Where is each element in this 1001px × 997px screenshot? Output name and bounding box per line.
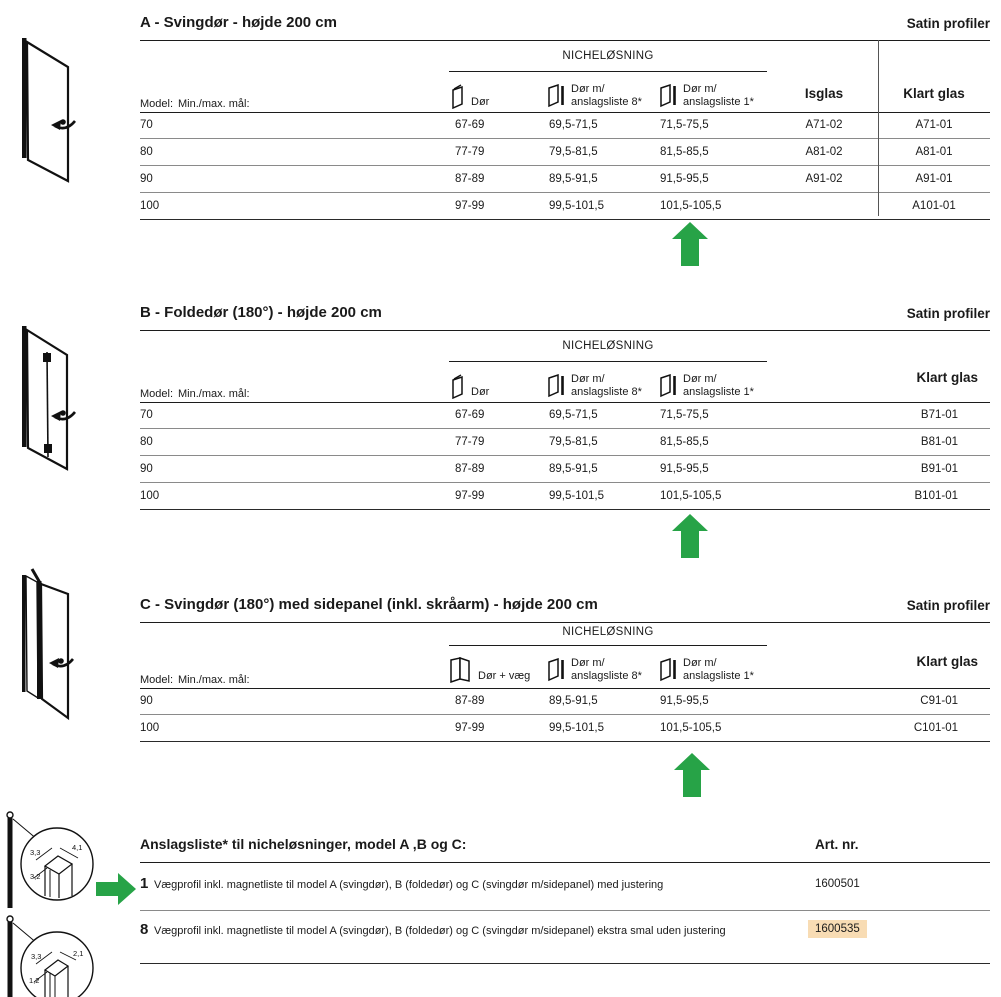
table-row <box>140 193 990 220</box>
cell-anslagsliste8: 89,5-91,5 <box>549 695 598 707</box>
column-header-door-wall <box>449 657 530 683</box>
cell-isglas-art: A71-02 <box>805 119 843 131</box>
cell-anslagsliste1: 71,5-75,5 <box>660 119 709 131</box>
cell-klartglas-art: A91-01 <box>915 173 953 185</box>
column-label: Dør m/ anslagsliste 1* <box>683 657 754 683</box>
cell-model: 80 <box>140 146 153 158</box>
column-header-anslagsliste8 <box>547 83 642 109</box>
cell-anslagsliste1: 101,5-105,5 <box>660 200 722 212</box>
artnr-header: Art. nr. <box>815 837 859 852</box>
cell-isglas-art: A91-02 <box>805 173 843 185</box>
dim-label: 3,2 <box>30 872 41 881</box>
divider <box>140 910 990 911</box>
table-row <box>140 688 990 715</box>
hinge-icon <box>43 353 51 362</box>
door-plus-wall-icon <box>449 657 473 683</box>
cell-klartglas-art: A71-01 <box>915 119 953 131</box>
column-header-anslagsliste8 <box>547 657 642 683</box>
green-up-arrow-icon <box>672 222 708 266</box>
table-title: C - Svingdør (180°) med sidepanel (inkl. skråarm) - højde 200 cm <box>140 596 598 613</box>
cell-anslagsliste1: 91,5-95,5 <box>660 695 709 707</box>
minmax-label: Min./max. mål: <box>178 388 250 400</box>
door-icon <box>449 374 466 399</box>
niche-group-header: NICHELØSNING <box>449 50 767 72</box>
cell-klartglas-art: A101-01 <box>912 200 956 212</box>
divider <box>140 330 990 331</box>
item-artnr: 1600501 <box>815 878 860 890</box>
cell-anslagsliste1: 81,5-85,5 <box>660 436 709 448</box>
cell-klartglas-art: B71-01 <box>920 409 958 421</box>
cell-anslagsliste8: 89,5-91,5 <box>549 463 598 475</box>
dim-label: 1,2 <box>29 976 40 985</box>
divider <box>140 40 990 41</box>
table-row <box>140 483 990 510</box>
green-right-arrow-icon <box>96 873 136 905</box>
table-row <box>140 456 990 483</box>
column-label: Dør m/ anslagsliste 8* <box>571 373 642 399</box>
minmax-label: Min./max. mål: <box>178 98 250 110</box>
door-knob-icon <box>58 658 64 664</box>
column-label: Dør m/ anslagsliste 8* <box>571 657 642 683</box>
cell-klartglas-art: C101-01 <box>913 722 958 734</box>
cell-dor: 97-99 <box>455 490 485 502</box>
dim-label: 4,1 <box>72 843 83 852</box>
cell-anslagsliste8: 69,5-71,5 <box>549 119 598 131</box>
cell-anslagsliste8: 99,5-101,5 <box>549 722 604 734</box>
column-label: Dør <box>471 96 490 109</box>
door-icon <box>449 84 466 109</box>
niche-group-header: NICHELØSNING <box>449 626 767 646</box>
green-up-arrow-icon <box>672 514 708 558</box>
door-with-strip-icon <box>659 374 678 399</box>
hinge-icon <box>44 444 52 453</box>
niche-group-header: NICHELØSNING <box>449 340 767 362</box>
cell-model: 90 <box>140 173 153 185</box>
cell-dor-vaeg: 97-99 <box>455 722 485 734</box>
item-number: 8 <box>140 921 149 938</box>
cell-dor: 77-79 <box>455 436 485 448</box>
cell-anslagsliste8: 79,5-81,5 <box>549 146 598 158</box>
cell-dor: 67-69 <box>455 409 485 421</box>
door-with-strip-icon <box>547 374 566 399</box>
dim-label: 3,3 <box>31 952 42 961</box>
cell-anslagsliste1: 101,5-105,5 <box>660 722 722 734</box>
cell-klartglas-art: B91-01 <box>920 463 958 475</box>
cell-model: 100 <box>140 490 160 502</box>
cell-anslagsliste8: 99,5-101,5 <box>549 490 604 502</box>
green-up-arrow-icon <box>674 753 710 797</box>
cell-dor: 87-89 <box>455 173 485 185</box>
cell-klartglas-art: B101-01 <box>914 490 958 502</box>
model-label: Model: <box>140 388 174 400</box>
column-header-klartglas: Klart glas <box>903 86 965 101</box>
model-label: Model: <box>140 674 174 686</box>
column-label: Dør <box>471 386 490 399</box>
cell-model: 100 <box>140 722 160 734</box>
cell-klartglas-art: A81-01 <box>915 146 953 158</box>
column-header-anslagsliste1 <box>659 657 754 683</box>
divider <box>140 963 990 964</box>
cell-model: 100 <box>140 200 160 212</box>
door-knob-icon <box>60 410 66 416</box>
section-title: Anslagsliste* til nicheløsninger, model A ,B og C: <box>140 836 467 852</box>
cell-anslagsliste1: 91,5-95,5 <box>660 463 709 475</box>
cell-isglas-art: A81-02 <box>805 146 843 158</box>
divider <box>140 622 990 623</box>
dim-label: 2,1 <box>73 949 84 958</box>
item-number: 1 <box>140 875 149 892</box>
table-title: B - Foldedør (180°) - højde 200 cm <box>140 304 382 321</box>
door-with-strip-icon <box>547 84 566 109</box>
cell-model: 70 <box>140 119 153 131</box>
sidepanel-door-illustration <box>8 568 113 760</box>
item-artnr-highlighted: 1600535 <box>808 920 867 938</box>
table-row <box>140 715 990 742</box>
item-description: Vægprofil inkl. magnetliste til model A (svingdør), B (foldedør) og C (svingdør m/sidepanel) med justering <box>154 879 664 891</box>
table-c-svingdor-sidepanel <box>140 596 990 746</box>
cell-klartglas-art: B81-01 <box>920 436 958 448</box>
table-row <box>140 139 990 166</box>
door-with-strip-icon <box>547 658 566 683</box>
divider <box>140 862 990 863</box>
swing-door-illustration <box>8 33 113 193</box>
cell-dor: 97-99 <box>455 200 485 212</box>
column-label: Dør + væg <box>478 670 531 683</box>
cell-model: 70 <box>140 409 153 421</box>
cell-anslagsliste8: 79,5-81,5 <box>549 436 598 448</box>
column-header-anslagsliste1 <box>659 373 754 399</box>
folding-door-illustration <box>8 322 113 482</box>
cell-dor: 87-89 <box>455 463 485 475</box>
column-label: Dør m/ anslagsliste 1* <box>683 373 754 399</box>
cell-dor-vaeg: 87-89 <box>455 695 485 707</box>
model-label: Model: <box>140 98 174 110</box>
cell-dor: 67-69 <box>455 119 485 131</box>
profiles-label: Satin profiler <box>906 16 990 31</box>
column-header-isglas: Isglas <box>804 86 844 101</box>
table-body <box>140 402 990 510</box>
cell-anslagsliste1: 101,5-105,5 <box>660 490 722 502</box>
column-label: Dør m/ anslagsliste 8* <box>571 83 642 109</box>
door-with-strip-icon <box>659 84 678 109</box>
table-b-foldedor <box>140 304 990 514</box>
column-header-anslagsliste1 <box>659 83 754 109</box>
minmax-label: Min./max. mål: <box>178 674 250 686</box>
item-description: Vægprofil inkl. magnetliste til model A (svingdør), B (foldedør) og C (svingdør m/sidepanel) ekstra smal uden justering <box>154 925 726 937</box>
column-header-door <box>449 84 489 109</box>
door-knob-icon <box>60 119 66 125</box>
door-with-strip-icon <box>659 658 678 683</box>
cell-anslagsliste1: 71,5-75,5 <box>660 409 709 421</box>
cell-model: 90 <box>140 695 153 707</box>
table-row <box>140 429 990 456</box>
cell-anslagsliste8: 89,5-91,5 <box>549 173 598 185</box>
profiles-label: Satin profiler <box>906 306 990 321</box>
column-header-door <box>449 374 489 399</box>
column-divider <box>878 40 879 216</box>
cell-anslagsliste1: 91,5-95,5 <box>660 173 709 185</box>
cell-anslagsliste1: 81,5-85,5 <box>660 146 709 158</box>
profiles-label: Satin profiler <box>906 598 990 613</box>
dim-label: 3,3 <box>30 848 41 857</box>
cell-anslagsliste8: 99,5-101,5 <box>549 200 604 212</box>
cell-model: 80 <box>140 436 153 448</box>
table-a-svingdor <box>140 14 990 224</box>
column-header-klartglas: Klart glas <box>916 370 978 385</box>
table-title: A - Svingdør - højde 200 cm <box>140 14 337 31</box>
table-row <box>140 402 990 429</box>
cell-model: 90 <box>140 463 153 475</box>
cell-dor: 77-79 <box>455 146 485 158</box>
table-row <box>140 112 990 139</box>
table-body <box>140 112 990 220</box>
table-row <box>140 166 990 193</box>
table-body <box>140 688 990 742</box>
cell-anslagsliste8: 69,5-71,5 <box>549 409 598 421</box>
column-label: Dør m/ anslagsliste 1* <box>683 83 754 109</box>
column-header-anslagsliste8 <box>547 373 642 399</box>
cell-klartglas-art: C91-01 <box>920 695 958 707</box>
column-header-klartglas: Klart glas <box>916 654 978 669</box>
